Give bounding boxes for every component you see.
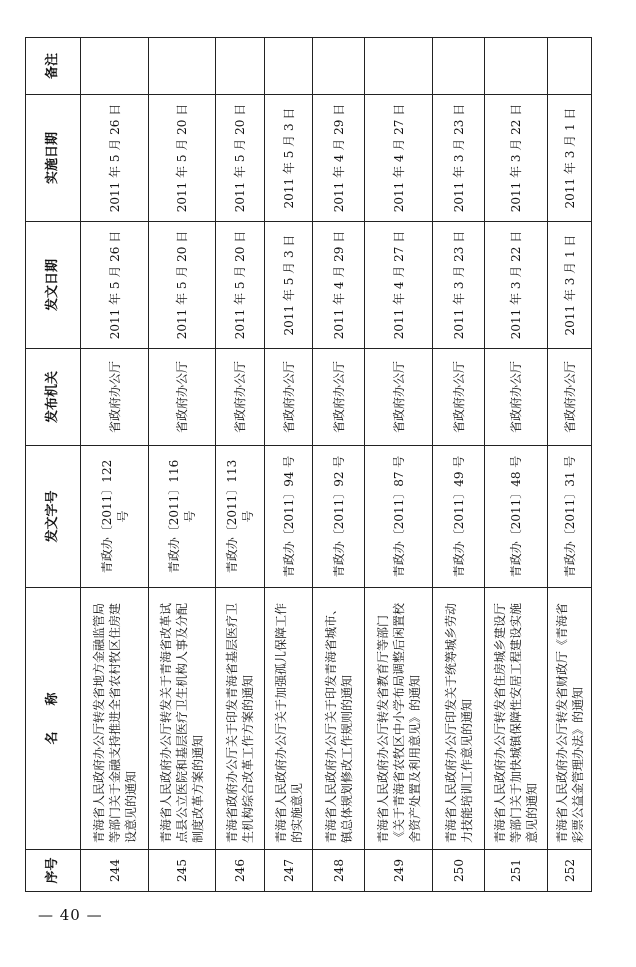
cell-remarks: [365, 38, 433, 95]
cell-issue-date: 2011 年 4 月 27 日: [365, 222, 433, 349]
cell-name: 青海省人民政府办公厅转发省住房城乡建设厅等部门关于加快城镇保障性安居工程建设实施意见的通知: [485, 588, 548, 850]
cell-seq: 244: [81, 850, 149, 892]
table-row: [149, 38, 216, 892]
cell-doc-no: 青政办〔2011〕87 号: [365, 446, 433, 588]
cell-seq: 251: [485, 850, 548, 892]
table-header-row: [26, 38, 81, 892]
regulation-list-table: [25, 37, 592, 892]
cell-remarks: [485, 38, 548, 95]
cell-remarks: [433, 38, 485, 95]
table-row: [365, 38, 433, 892]
page-number: — 40 —: [38, 906, 103, 924]
cell-doc-no: 青政办〔2011〕49 号: [433, 446, 485, 588]
cell-remarks: [313, 38, 365, 95]
cell-seq: 249: [365, 850, 433, 892]
cell-remarks: [216, 38, 265, 95]
cell-issue-date: 2011 年 5 月 3 日: [265, 222, 313, 349]
header-issuer: 发布机关: [26, 349, 81, 446]
cell-issue-date: 2011 年 3 月 1 日: [548, 222, 592, 349]
cell-issuer: 省政府办公厅: [265, 349, 313, 446]
cell-doc-no: 青政办〔2011〕92 号: [313, 446, 365, 588]
cell-doc-no: 青政办〔2011〕116 号: [149, 446, 216, 588]
cell-name: 青海省人民政府办公厅转发省教育厅等部门《关于青海省农牧区中小学布局调整后闲置校舍资产处置及利用意见》的通知: [365, 588, 433, 850]
cell-issuer: 省政府办公厅: [216, 349, 265, 446]
cell-issue-date: 2011 年 3 月 23 日: [433, 222, 485, 349]
cell-doc-no: 青政办〔2011〕113 号: [216, 446, 265, 588]
cell-doc-no: 青政办〔2011〕94 号: [265, 446, 313, 588]
cell-effective-date: 2011 年 5 月 26 日: [81, 95, 149, 222]
cell-doc-no: 青政办〔2011〕31 号: [548, 446, 592, 588]
table-row: [548, 38, 592, 892]
cell-effective-date: 2011 年 5 月 20 日: [149, 95, 216, 222]
table-row: [265, 38, 313, 892]
cell-effective-date: 2011 年 3 月 22 日: [485, 95, 548, 222]
cell-issue-date: 2011 年 3 月 22 日: [485, 222, 548, 349]
cell-seq: 250: [433, 850, 485, 892]
cell-name: 青海省人民政府办公厅转发关于青海省改革试点县公立医院和基层医疗卫生机构人事及分配制度改革方案的通知: [149, 588, 216, 850]
rotated-table-wrapper: [25, 38, 591, 892]
cell-remarks: [81, 38, 149, 95]
table-row: [81, 38, 149, 892]
cell-effective-date: 2011 年 5 月 20 日: [216, 95, 265, 222]
cell-issuer: 省政府办公厅: [81, 349, 149, 446]
cell-seq: 248: [313, 850, 365, 892]
cell-issue-date: 2011 年 4 月 29 日: [313, 222, 365, 349]
cell-effective-date: 2011 年 4 月 29 日: [313, 95, 365, 222]
cell-seq: 252: [548, 850, 592, 892]
cell-seq: 245: [149, 850, 216, 892]
cell-issuer: 省政府办公厅: [433, 349, 485, 446]
cell-issuer: 省政府办公厅: [149, 349, 216, 446]
cell-name: 青海省人民政府办公厅关于加强孤儿保障工作的实施意见: [265, 588, 313, 850]
cell-issue-date: 2011 年 5 月 20 日: [216, 222, 265, 349]
cell-name: 青海省人民政府办公厅转发省地方金融监管局等部门关于金融支持推进全省农村牧区住房建设意见的通知: [81, 588, 149, 850]
header-issue-date: 发文日期: [26, 222, 81, 349]
table-row: [485, 38, 548, 892]
cell-name: 青海省政府办公厅关于印发青海省基层医疗卫生机构综合改革工作方案的通知: [216, 588, 265, 850]
cell-issuer: 省政府办公厅: [365, 349, 433, 446]
cell-remarks: [149, 38, 216, 95]
header-remarks: 备注: [26, 38, 81, 95]
cell-issue-date: 2011 年 5 月 26 日: [81, 222, 149, 349]
cell-issue-date: 2011 年 5 月 20 日: [149, 222, 216, 349]
cell-effective-date: 2011 年 3 月 23 日: [433, 95, 485, 222]
cell-name: 青海省人民政府办公厅关于印发青海省城市、镇总体规划修改工作规则的通知: [313, 588, 365, 850]
cell-effective-date: 2011 年 4 月 27 日: [365, 95, 433, 222]
header-seq: 序号: [26, 850, 81, 892]
cell-name: 青海省人民政府办公厅转发省财政厅《青海省彩票公益金管理办法》的通知: [548, 588, 592, 850]
header-name: 名 称: [26, 588, 81, 850]
cell-name: 青海省人民政府办公厅印发关于统筹城乡劳动力技能培训工作意见的通知: [433, 588, 485, 850]
header-effective-date: 实施日期: [26, 95, 81, 222]
cell-issuer: 省政府办公厅: [485, 349, 548, 446]
table-row: [313, 38, 365, 892]
cell-seq: 246: [216, 850, 265, 892]
cell-remarks: [265, 38, 313, 95]
cell-effective-date: 2011 年 3 月 1 日: [548, 95, 592, 222]
cell-effective-date: 2011 年 5 月 3 日: [265, 95, 313, 222]
cell-doc-no: 青政办〔2011〕122 号: [81, 446, 149, 588]
table-row: [433, 38, 485, 892]
cell-issuer: 省政府办公厅: [548, 349, 592, 446]
header-doc-no: 发文字号: [26, 446, 81, 588]
table-row: [216, 38, 265, 892]
cell-issuer: 省政府办公厅: [313, 349, 365, 446]
cell-remarks: [548, 38, 592, 95]
cell-seq: 247: [265, 850, 313, 892]
cell-doc-no: 青政办〔2011〕48 号: [485, 446, 548, 588]
